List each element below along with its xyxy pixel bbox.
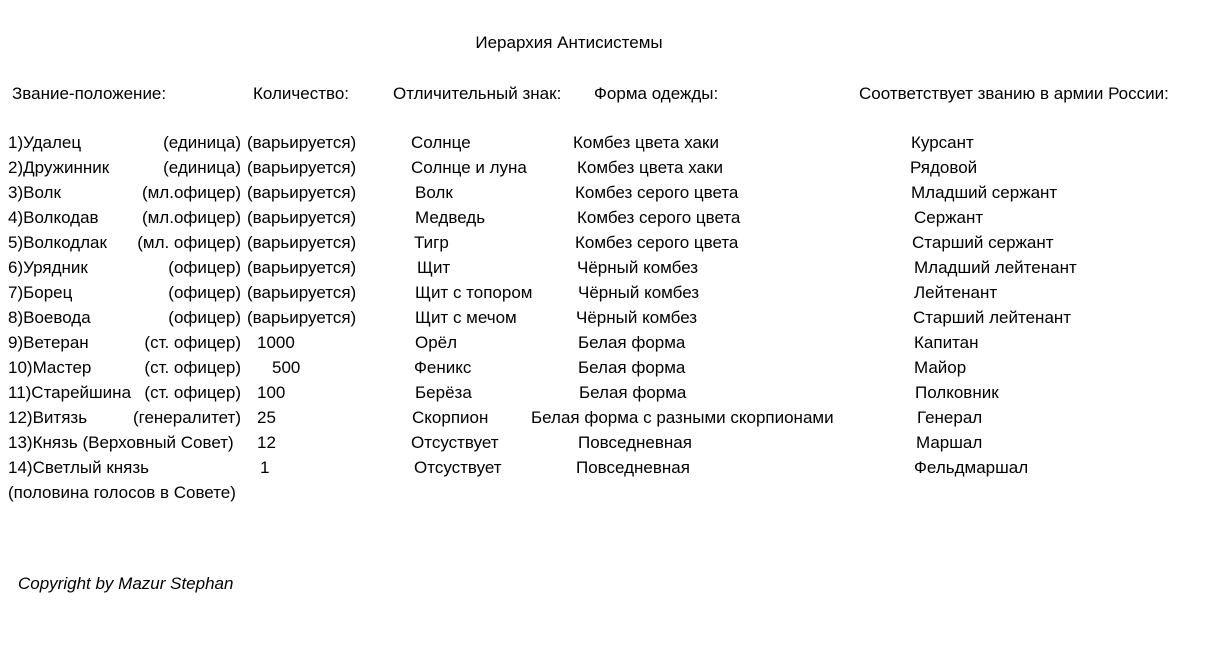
- rank-sign: Орёл: [415, 333, 458, 352]
- rank-army-equivalent: Генерал: [917, 408, 983, 427]
- table-row: [0, 358, 1213, 383]
- rank-sign: Отсуствует: [414, 458, 502, 477]
- rank-sign: Солнце и луна: [411, 158, 527, 177]
- rank-uniform: Чёрный комбез: [577, 258, 699, 277]
- table-row: [0, 383, 1213, 408]
- rank-sign: Медведь: [415, 208, 486, 227]
- rank-sign: Скорпион: [412, 408, 489, 427]
- rank-name: 13)Князь (Верховный Совет): [8, 433, 234, 452]
- rank-army-equivalent: Старший лейтенант: [913, 308, 1072, 327]
- rank-category: (единица): [163, 158, 241, 177]
- rank-name: 8)Воевода: [8, 308, 91, 327]
- rank-army-equivalent: Полковник: [915, 383, 999, 402]
- rank-count: (варьируется): [247, 258, 357, 277]
- header-sign: Отличительный знак:: [393, 84, 562, 103]
- rank-sign: Волк: [415, 183, 453, 202]
- rank-name: 9)Ветеран: [8, 333, 89, 352]
- rank-count: 1: [260, 458, 270, 477]
- rank-count: (варьируется): [247, 233, 357, 252]
- copyright-text: Copyright by Mazur Stephan: [18, 574, 234, 593]
- rank-army-equivalent: Старший сержант: [912, 233, 1054, 252]
- rank-army-equivalent: Сержант: [914, 208, 984, 227]
- rank-count: (варьируется): [247, 133, 357, 152]
- rank-uniform: Комбез серого цвета: [577, 208, 741, 227]
- rank-name: 12)Витязь: [8, 408, 88, 427]
- rank-uniform: Белая форма: [579, 383, 687, 402]
- rank-count: (варьируется): [247, 183, 357, 202]
- header-uniform: Форма одежды:: [594, 84, 719, 103]
- rank-army-equivalent: Лейтенант: [914, 283, 998, 302]
- rank-name: 7)Борец: [8, 283, 73, 302]
- rank-sign: Щит с топором: [415, 283, 533, 302]
- rank-uniform: Чёрный комбез: [576, 308, 698, 327]
- table-row: [0, 133, 1213, 158]
- table-row: [0, 183, 1213, 208]
- rank-uniform: Повседневная: [576, 458, 690, 477]
- rank-category: (ст. офицер): [144, 383, 241, 402]
- rank-category: (ст. офицер): [144, 358, 241, 377]
- rank-uniform: Комбез цвета хаки: [573, 133, 719, 152]
- rank-category: (мл.офицер): [141, 183, 241, 202]
- rank-category: (ст. офицер): [144, 333, 241, 352]
- rank-category: (единица): [163, 133, 241, 152]
- header-army: Соответствует званию в армии России:: [859, 84, 1169, 103]
- rank-uniform: Комбез цвета хаки: [577, 158, 723, 177]
- rank-sign: Берёза: [415, 383, 472, 402]
- table-row: [0, 258, 1213, 283]
- rank-army-equivalent: Младший сержант: [911, 183, 1058, 202]
- rank-count: 1000: [257, 333, 295, 352]
- rank-count: 25: [257, 408, 276, 427]
- rank-count: (варьируется): [247, 308, 357, 327]
- table-row: [0, 158, 1213, 183]
- rank-name: 6)Урядник: [8, 258, 88, 277]
- table-row: [0, 458, 1213, 483]
- rank-army-equivalent: Капитан: [914, 333, 979, 352]
- rank-army-equivalent: Рядовой: [910, 158, 978, 177]
- rank-count: 12: [257, 433, 276, 452]
- page-title: Иерархия Антисистемы: [475, 33, 663, 52]
- table-row: [0, 208, 1213, 233]
- rank-sign: Солнце: [411, 133, 471, 152]
- rank-name: 10)Мастер: [8, 358, 92, 377]
- rank-count: (варьируется): [247, 158, 357, 177]
- rank-category: (мл.офицер): [141, 208, 241, 227]
- header-rank: Звание-положение:: [12, 84, 167, 103]
- rank-category: (мл. офицер): [137, 233, 241, 252]
- rank-army-equivalent: Фельдмаршал: [914, 458, 1029, 477]
- header-count: Количество:: [253, 84, 350, 103]
- table-note: (половина голосов в Совете): [8, 483, 236, 502]
- rank-sign: Феникс: [414, 358, 472, 377]
- rank-name: 2)Дружинник: [8, 158, 110, 177]
- rank-uniform: Комбез серого цвета: [575, 183, 739, 202]
- rank-uniform: Комбез серого цвета: [575, 233, 739, 252]
- rank-name: 1)Удалец: [8, 133, 82, 152]
- table-row: [0, 333, 1213, 358]
- rank-uniform: Повседневная: [578, 433, 692, 452]
- rank-name: 11)Старейшина: [8, 383, 132, 402]
- rank-uniform: Белая форма с разными скорпионами: [531, 408, 834, 427]
- table-row: [0, 283, 1213, 308]
- rank-sign: Щит с мечом: [415, 308, 517, 327]
- rank-sign: Тигр: [414, 233, 449, 252]
- rank-count: 100: [257, 383, 286, 402]
- rank-name: 4)Волкодав: [8, 208, 99, 227]
- rank-uniform: Белая форма: [578, 358, 686, 377]
- rank-sign: Отсуствует: [411, 433, 499, 452]
- rank-uniform: Чёрный комбез: [578, 283, 700, 302]
- table-row: [0, 433, 1213, 458]
- rank-uniform: Белая форма: [578, 333, 686, 352]
- table-row: [0, 233, 1213, 258]
- rank-name: 14)Светлый князь: [8, 458, 150, 477]
- table-row: [0, 308, 1213, 333]
- rank-army-equivalent: Маршал: [916, 433, 983, 452]
- rank-army-equivalent: Курсант: [911, 133, 974, 152]
- rank-name: 5)Волкодлак: [8, 233, 107, 252]
- rank-name: 3)Волк: [8, 183, 61, 202]
- rank-category: (офицер): [168, 308, 241, 327]
- rank-category: (генералитет): [132, 408, 241, 427]
- table-row: [0, 408, 1213, 433]
- rank-category: (офицер): [168, 258, 241, 277]
- rank-count: 500: [272, 358, 301, 377]
- rank-army-equivalent: Майор: [914, 358, 967, 377]
- rank-sign: Щит: [417, 258, 451, 277]
- rank-category: (офицер): [168, 283, 241, 302]
- rank-count: (варьируется): [247, 208, 357, 227]
- rank-army-equivalent: Младший лейтенант: [914, 258, 1077, 277]
- rank-count: (варьируется): [247, 283, 357, 302]
